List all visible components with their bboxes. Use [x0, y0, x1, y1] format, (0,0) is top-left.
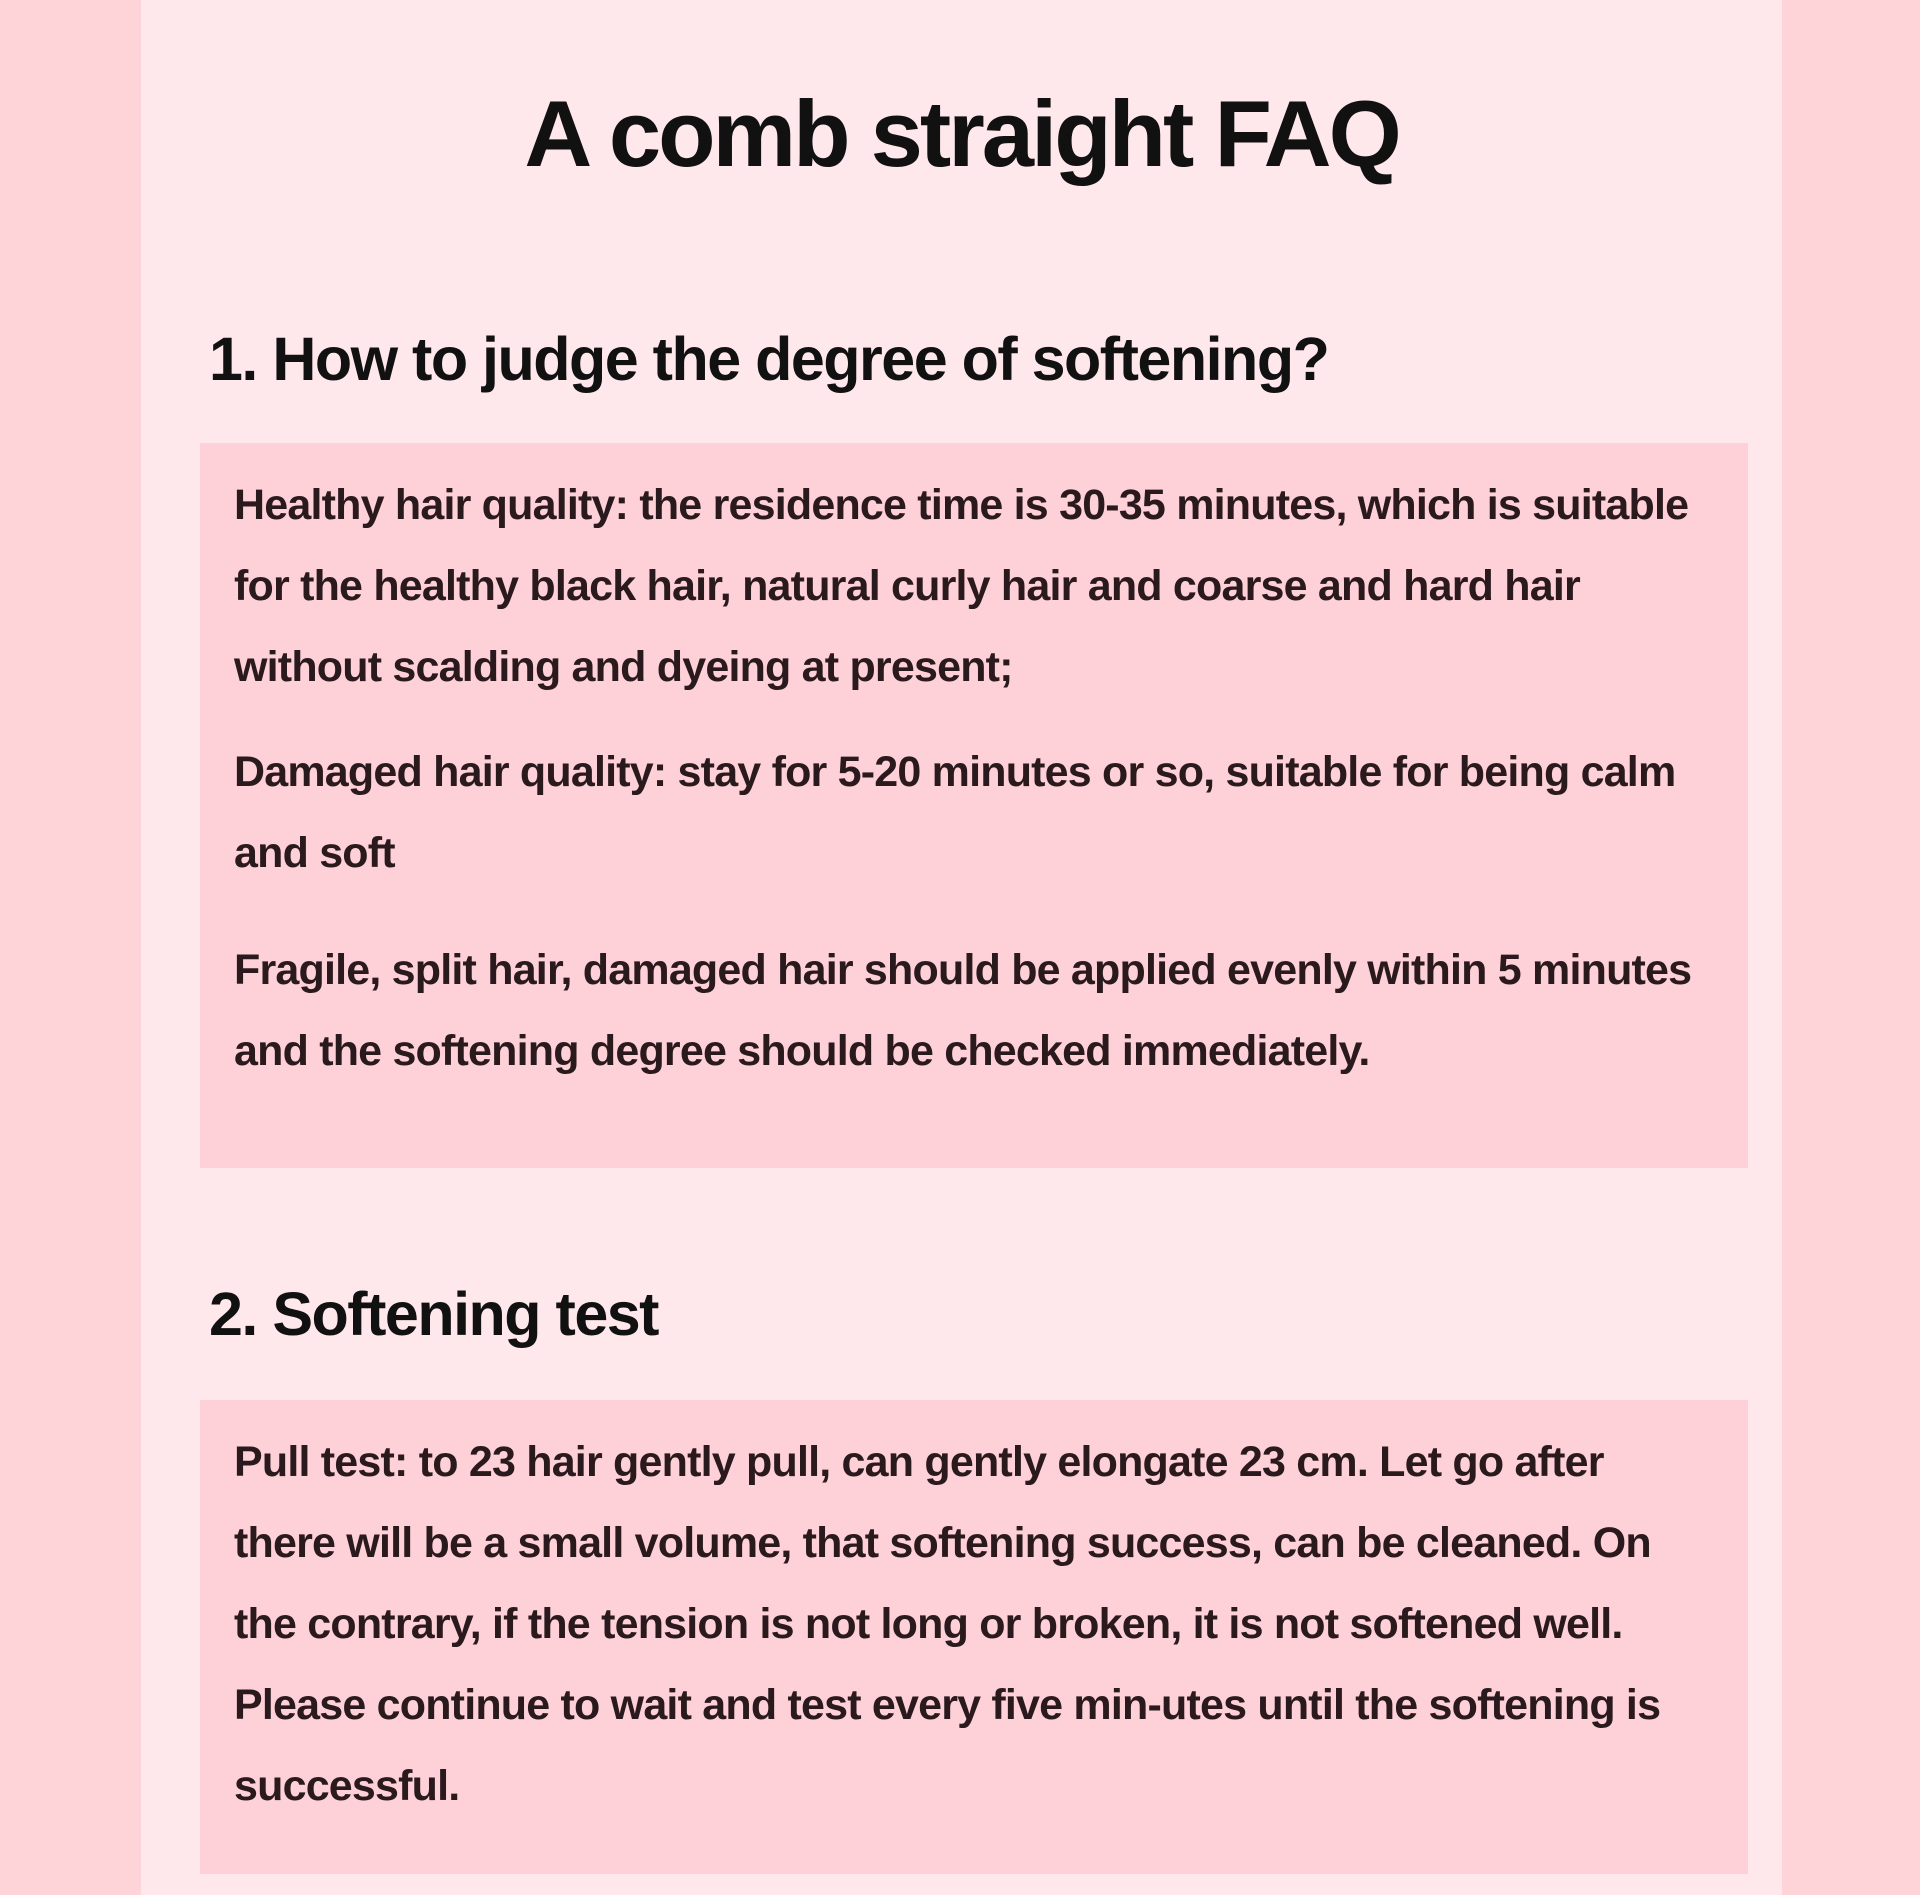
answer-paragraph-healthy-hair: Healthy hair quality: the residence time is 30-35 minutes, which is suitable for the healthy black hair, natural curly hair and coarse and hard hair without scalding and dyeing at present; — [234, 481, 1689, 691]
question-heading-1: 1. How to judge the degree of softening? — [209, 325, 1329, 393]
answer-box-1 — [200, 443, 1748, 1168]
page-title: A comb straight FAQ — [524, 81, 1399, 186]
question-heading-2: 2. Softening test — [209, 1280, 658, 1348]
answer-paragraph-damaged-hair: Damaged hair quality: stay for 5-20 minutes or so, suitable for being calm and soft — [234, 748, 1676, 877]
answer-paragraph-fragile-hair: Fragile, split hair, damaged hair should be applied evenly within 5 minutes and the softening degree should be checked immediately. — [234, 946, 1692, 1075]
faq-page — [141, 0, 1782, 1895]
answer-box-2 — [200, 1400, 1748, 1874]
answer-paragraph-pull-test: Pull test: to 23 hair gently pull, can gently elongate 23 cm. Let go after there will be a small volume, that softening success, can be cleaned. On the contrary, if the tension is not long or broken, it is not softened well. Please continue to wait and test every five min-utes until the softening is successful. — [234, 1438, 1661, 1810]
